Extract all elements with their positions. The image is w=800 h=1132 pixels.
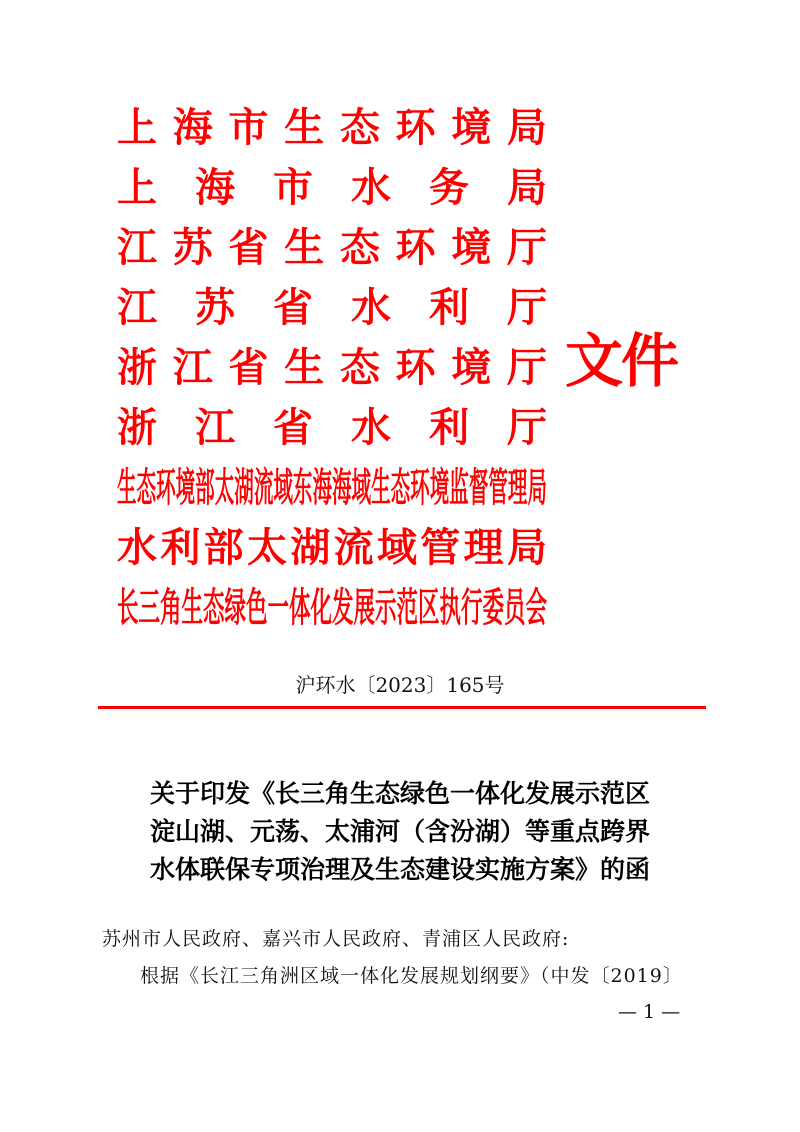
issuer-char: 利 [160,525,201,571]
issuer-char: 境 [451,345,492,391]
issuer-char: 环 [395,225,436,271]
issuer-char: 市 [273,165,313,211]
document-number: 沪环水〔2023〕165号 [295,673,505,697]
issuer-shanghai-water-bureau [117,158,547,218]
issuer-char: 部 [203,525,244,571]
issuer-char: 局 [507,165,547,211]
issuer-char: 环 [395,105,436,151]
issuer-char: 水 [351,405,391,451]
issuer-char: 水 [117,525,157,571]
issuer-char: 海 [195,165,235,211]
issuer-char: 市 [228,105,269,151]
title-line: 关于印发《长三角生态绿色一体化发展示范区 [149,779,650,808]
issuer-char: 域 [376,525,417,571]
issuer-char: 江 [117,285,157,331]
issuer-char: 浙 [117,405,157,451]
issuer-char: 生 [284,105,325,151]
red-divider-line [98,706,706,709]
document-title [100,775,700,889]
issuer-zhejiang-eco-env-dept [117,338,547,398]
title-line: 水体联保专项治理及生态建设实施方案》的函 [149,855,650,884]
document-label: 文件 [565,327,678,395]
issuer-taihu-east-sea-supervision-bureau [117,458,547,518]
issuer-yrd-demo-zone-committee [117,578,547,638]
issuer-char: 苏 [172,225,213,271]
issuer-label: 长三角生态绿色一体化发展示范区执行委员会 [117,585,547,631]
issuer-char: 境 [451,225,492,271]
issuer-char: 生 [284,225,325,271]
issuer-char: 管 [420,525,461,571]
issuer-char: 厅 [506,345,547,391]
issuer-char: 局 [506,105,547,151]
issuer-char: 太 [246,525,287,571]
issuer-char: 省 [273,405,313,451]
issuer-jiangsu-eco-env-dept [117,218,547,278]
issuer-char: 省 [273,285,313,331]
issuer-char: 省 [228,225,269,271]
issuer-char: 海 [172,105,213,151]
title-line: 淀山湖、元荡、太浦河（含汾湖）等重点跨界 [149,817,650,846]
issuer-char: 理 [463,525,504,571]
issuer-char: 态 [339,225,380,271]
issuer-char: 江 [117,225,157,271]
issuer-zhejiang-water-dept [117,398,547,458]
issuer-shanghai-eco-env-bureau [117,98,547,158]
issuer-char: 上 [117,165,157,211]
issuer-char: 江 [195,405,235,451]
issuer-char: 水 [351,165,391,211]
issuer-char: 流 [333,525,374,571]
issuer-label: 生态环境部太湖流域东海海域生态环境监督管理局 [117,465,547,511]
issuer-char: 厅 [507,405,547,451]
issuer-char: 生 [284,345,325,391]
issuer-char: 境 [451,105,492,151]
issuer-taihu-basin-authority [117,518,547,578]
issuer-char: 态 [339,105,380,151]
issuing-agencies [117,98,547,638]
issuer-char: 厅 [506,225,547,271]
issuer-char: 上 [117,105,157,151]
issuer-char: 利 [429,405,469,451]
issuer-char: 厅 [507,285,547,331]
issuer-char: 环 [395,345,436,391]
issuer-char: 浙 [117,345,157,391]
issuer-char: 省 [228,345,269,391]
issuer-char: 局 [506,525,547,571]
issuer-char: 态 [339,345,380,391]
issuer-char: 江 [172,345,213,391]
issuer-char: 务 [429,165,469,211]
salutation: 苏州市人民政府、嘉兴市人民政府、青浦区人民政府: [102,928,570,950]
issuer-char: 苏 [195,285,235,331]
page-number: — 1 — [618,1001,681,1023]
issuer-char: 水 [351,285,391,331]
issuer-jiangsu-water-dept [117,278,547,338]
issuer-char: 利 [429,285,469,331]
issuer-char: 湖 [290,525,331,571]
body-paragraph: 根据《长江三角洲区域一体化发展规划纲要》（中发〔2019〕 [140,965,683,987]
